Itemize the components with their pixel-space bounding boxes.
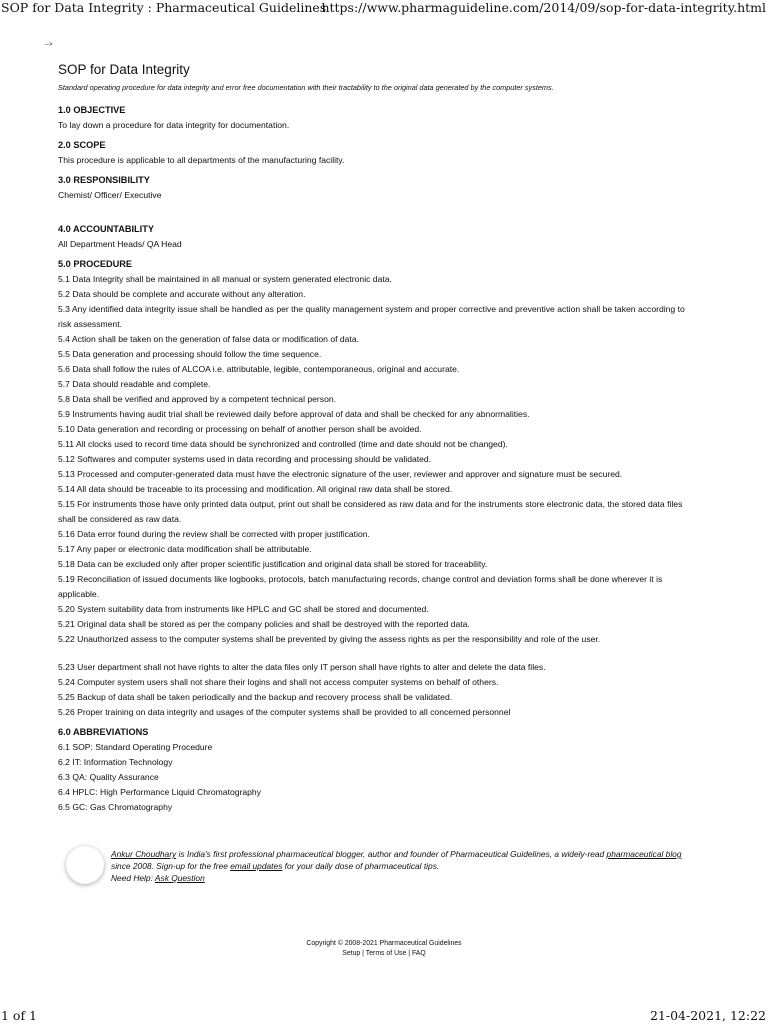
setup-link[interactable]: Setup xyxy=(342,950,361,957)
procedure-list-b xyxy=(58,660,698,720)
page-title: SOP for Data Integrity xyxy=(58,62,190,77)
print-page-number: 1 of 1 xyxy=(1,1008,38,1023)
procedure-item: 5.17 Any paper or electronic data modification shall be attributable. xyxy=(58,544,312,554)
faq-link[interactable]: FAQ xyxy=(411,950,426,957)
author-bio-text: is India's first professional pharmaceutical blogger, author and founder of Pharmaceutical Guidelines, a widely-read xyxy=(176,849,607,859)
section-heading: 3.0 RESPONSIBILITY xyxy=(58,175,150,185)
procedure-item: 5.6 Data shall follow the rules of ALCOA i.e. attributable, legible, contemporaneous, original and accurate. xyxy=(58,364,460,374)
procedure-item: 5.8 Data shall be verified and approved by a competent technical person. xyxy=(58,394,337,404)
section-accountability xyxy=(58,222,698,252)
procedure-item: 5.18 Data can be excluded only after proper scientific justification and original data shall be stored for traceability. xyxy=(58,559,488,569)
procedure-item: 5.14 All data should be traceable to its processing and modification. All original raw data shall be stored. xyxy=(58,484,453,494)
terms-link[interactable]: Terms of Use xyxy=(365,950,407,957)
procedure-item: 5.20 System suitability data from instruments like HPLC and GC shall be stored and documented. xyxy=(58,604,429,614)
procedure-item: 5.4 Action shall be taken on the generation of false data or modification of data. xyxy=(58,334,359,344)
procedure-item: 5.10 Data generation and recording or processing on behalf of another person shall be avoided. xyxy=(58,424,422,434)
section-text: All Department Heads/ QA Head xyxy=(58,239,182,249)
procedure-item: 5.24 Computer system users shall not share their logins and shall not access computer systems on behalf of others. xyxy=(58,677,499,687)
section-objective xyxy=(58,103,698,133)
procedure-item: 5.9 Instruments having audit trial shall be reviewed daily before approval of data and shall be checked for any abnormalities. xyxy=(58,409,530,419)
abbreviation-item: 6.1 SOP: Standard Operating Procedure xyxy=(58,742,213,752)
author-box xyxy=(66,846,706,890)
abbreviation-item: 6.5 GC: Gas Chromatography xyxy=(58,802,173,812)
procedure-item: 5.15 For instruments those have only printed data output, print out shall be considered as raw data and for the instruments store electronic data, the stored data files shall be considered as raw data. xyxy=(58,499,683,524)
section-heading: 2.0 SCOPE xyxy=(58,140,106,150)
abbreviation-item: 6.2 IT: Information Technology xyxy=(58,757,173,767)
avatar xyxy=(66,846,104,884)
procedure-item: 5.13 Processed and computer-generated data must have the electronic signature of the user, reviewer and approver and signature must be secured. xyxy=(58,469,623,479)
author-bio-text: for your daily dose of pharmaceutical tips. xyxy=(282,861,440,871)
procedure-item: 5.16 Data error found during the review shall be corrected with proper justification. xyxy=(58,529,370,539)
section-heading: 4.0 ACCOUNTABILITY xyxy=(58,224,154,234)
section-abbreviations xyxy=(58,725,698,815)
blog-link[interactable]: pharmaceutical blog xyxy=(606,849,682,859)
section-heading: 1.0 OBJECTIVE xyxy=(58,105,126,115)
section-scope xyxy=(58,138,698,168)
procedure-item: 5.2 Data should be complete and accurate without any alteration. xyxy=(58,289,306,299)
procedure-item: 5.1 Data Integrity shall be maintained in all manual or system generated electronic data. xyxy=(58,274,392,284)
procedure-item: 5.7 Data should readable and complete. xyxy=(58,379,211,389)
section-heading: 6.0 ABBREVIATIONS xyxy=(58,727,149,737)
procedure-list-a xyxy=(58,272,698,647)
procedure-item: 5.25 Backup of data shall be taken periodically and the backup and recovery process shall be validated. xyxy=(58,692,453,702)
section-text: Chemist/ Officer/ Executive xyxy=(58,190,162,200)
footer-separator: | xyxy=(360,950,366,957)
section-responsibility xyxy=(58,173,698,203)
section-text: This procedure is applicable to all departments of the manufacturing facility. xyxy=(58,155,345,165)
ask-question-link[interactable]: Ask Question xyxy=(154,873,205,883)
footer-separator: | xyxy=(406,950,412,957)
procedure-item: 5.5 Data generation and processing should follow the time sequence. xyxy=(58,349,322,359)
section-heading: 5.0 PROCEDURE xyxy=(58,259,133,269)
page-subtitle: Standard operating procedure for data integrity and error free documentation with their tractability to the original data generated by the computer systems. xyxy=(58,83,554,92)
procedure-item: 5.12 Softwares and computer systems used in data recording and processing should be validated. xyxy=(58,454,432,464)
html-comment-artifact: --> xyxy=(45,42,53,48)
print-header-title: SOP for Data Integrity : Pharmaceutical Guidelines xyxy=(1,0,327,15)
print-datetime: 21-04-2021, 12:22 xyxy=(649,1008,766,1023)
need-help-label: Need Help: xyxy=(111,873,155,883)
section-procedure xyxy=(58,257,698,720)
procedure-item: 5.3 Any identified data integrity issue shall be handled as per the quality management system and proper corrective and preventive action shall be taken according to risk assessment. xyxy=(58,304,685,329)
procedure-item: 5.23 User department shall not have rights to alter the data files only IT person shall have rights to alter and delete the data files. xyxy=(58,662,546,672)
author-bio-text: since 2008. Sign-up for the free xyxy=(111,861,231,871)
procedure-item: 5.11 All clocks used to record time data should be synchronized and controlled (time and date should not be changed). xyxy=(58,439,508,449)
email-updates-link[interactable]: email updates xyxy=(230,861,283,871)
procedure-item: 5.22 Unauthorized assess to the computer systems shall be prevented by giving the assess rights as per the responsibility and role of the user. xyxy=(58,634,601,644)
procedure-item: 5.21 Original data shall be stored as per the company policies and shall be destroyed with the reported data. xyxy=(58,619,470,629)
author-name-link[interactable]: Ankur Choudhary xyxy=(111,849,177,859)
copyright: Copyright © 2008-2021 Pharmaceutical Guidelines xyxy=(306,940,462,947)
footer-links xyxy=(0,949,768,959)
author-bio xyxy=(111,848,701,884)
section-text: To lay down a procedure for data integrity for documentation. xyxy=(58,120,290,130)
article-body xyxy=(58,61,698,815)
procedure-item: 5.26 Proper training on data integrity and usages of the computer systems shall be provided to all concerned personnel xyxy=(58,707,511,717)
procedure-item: 5.19 Reconciliation of issued documents like logbooks, protocols, batch manufacturing records, change control and deviation forms shall be done wherever it is applicable. xyxy=(58,574,663,599)
print-header-url[interactable]: https://www.pharmaguideline.com/2014/09/sop-for-data-integrity.html xyxy=(321,0,766,15)
abbreviation-item: 6.3 QA: Quality Assurance xyxy=(58,772,159,782)
abbreviation-item: 6.4 HPLC: High Performance Liquid Chromatography xyxy=(58,787,262,797)
